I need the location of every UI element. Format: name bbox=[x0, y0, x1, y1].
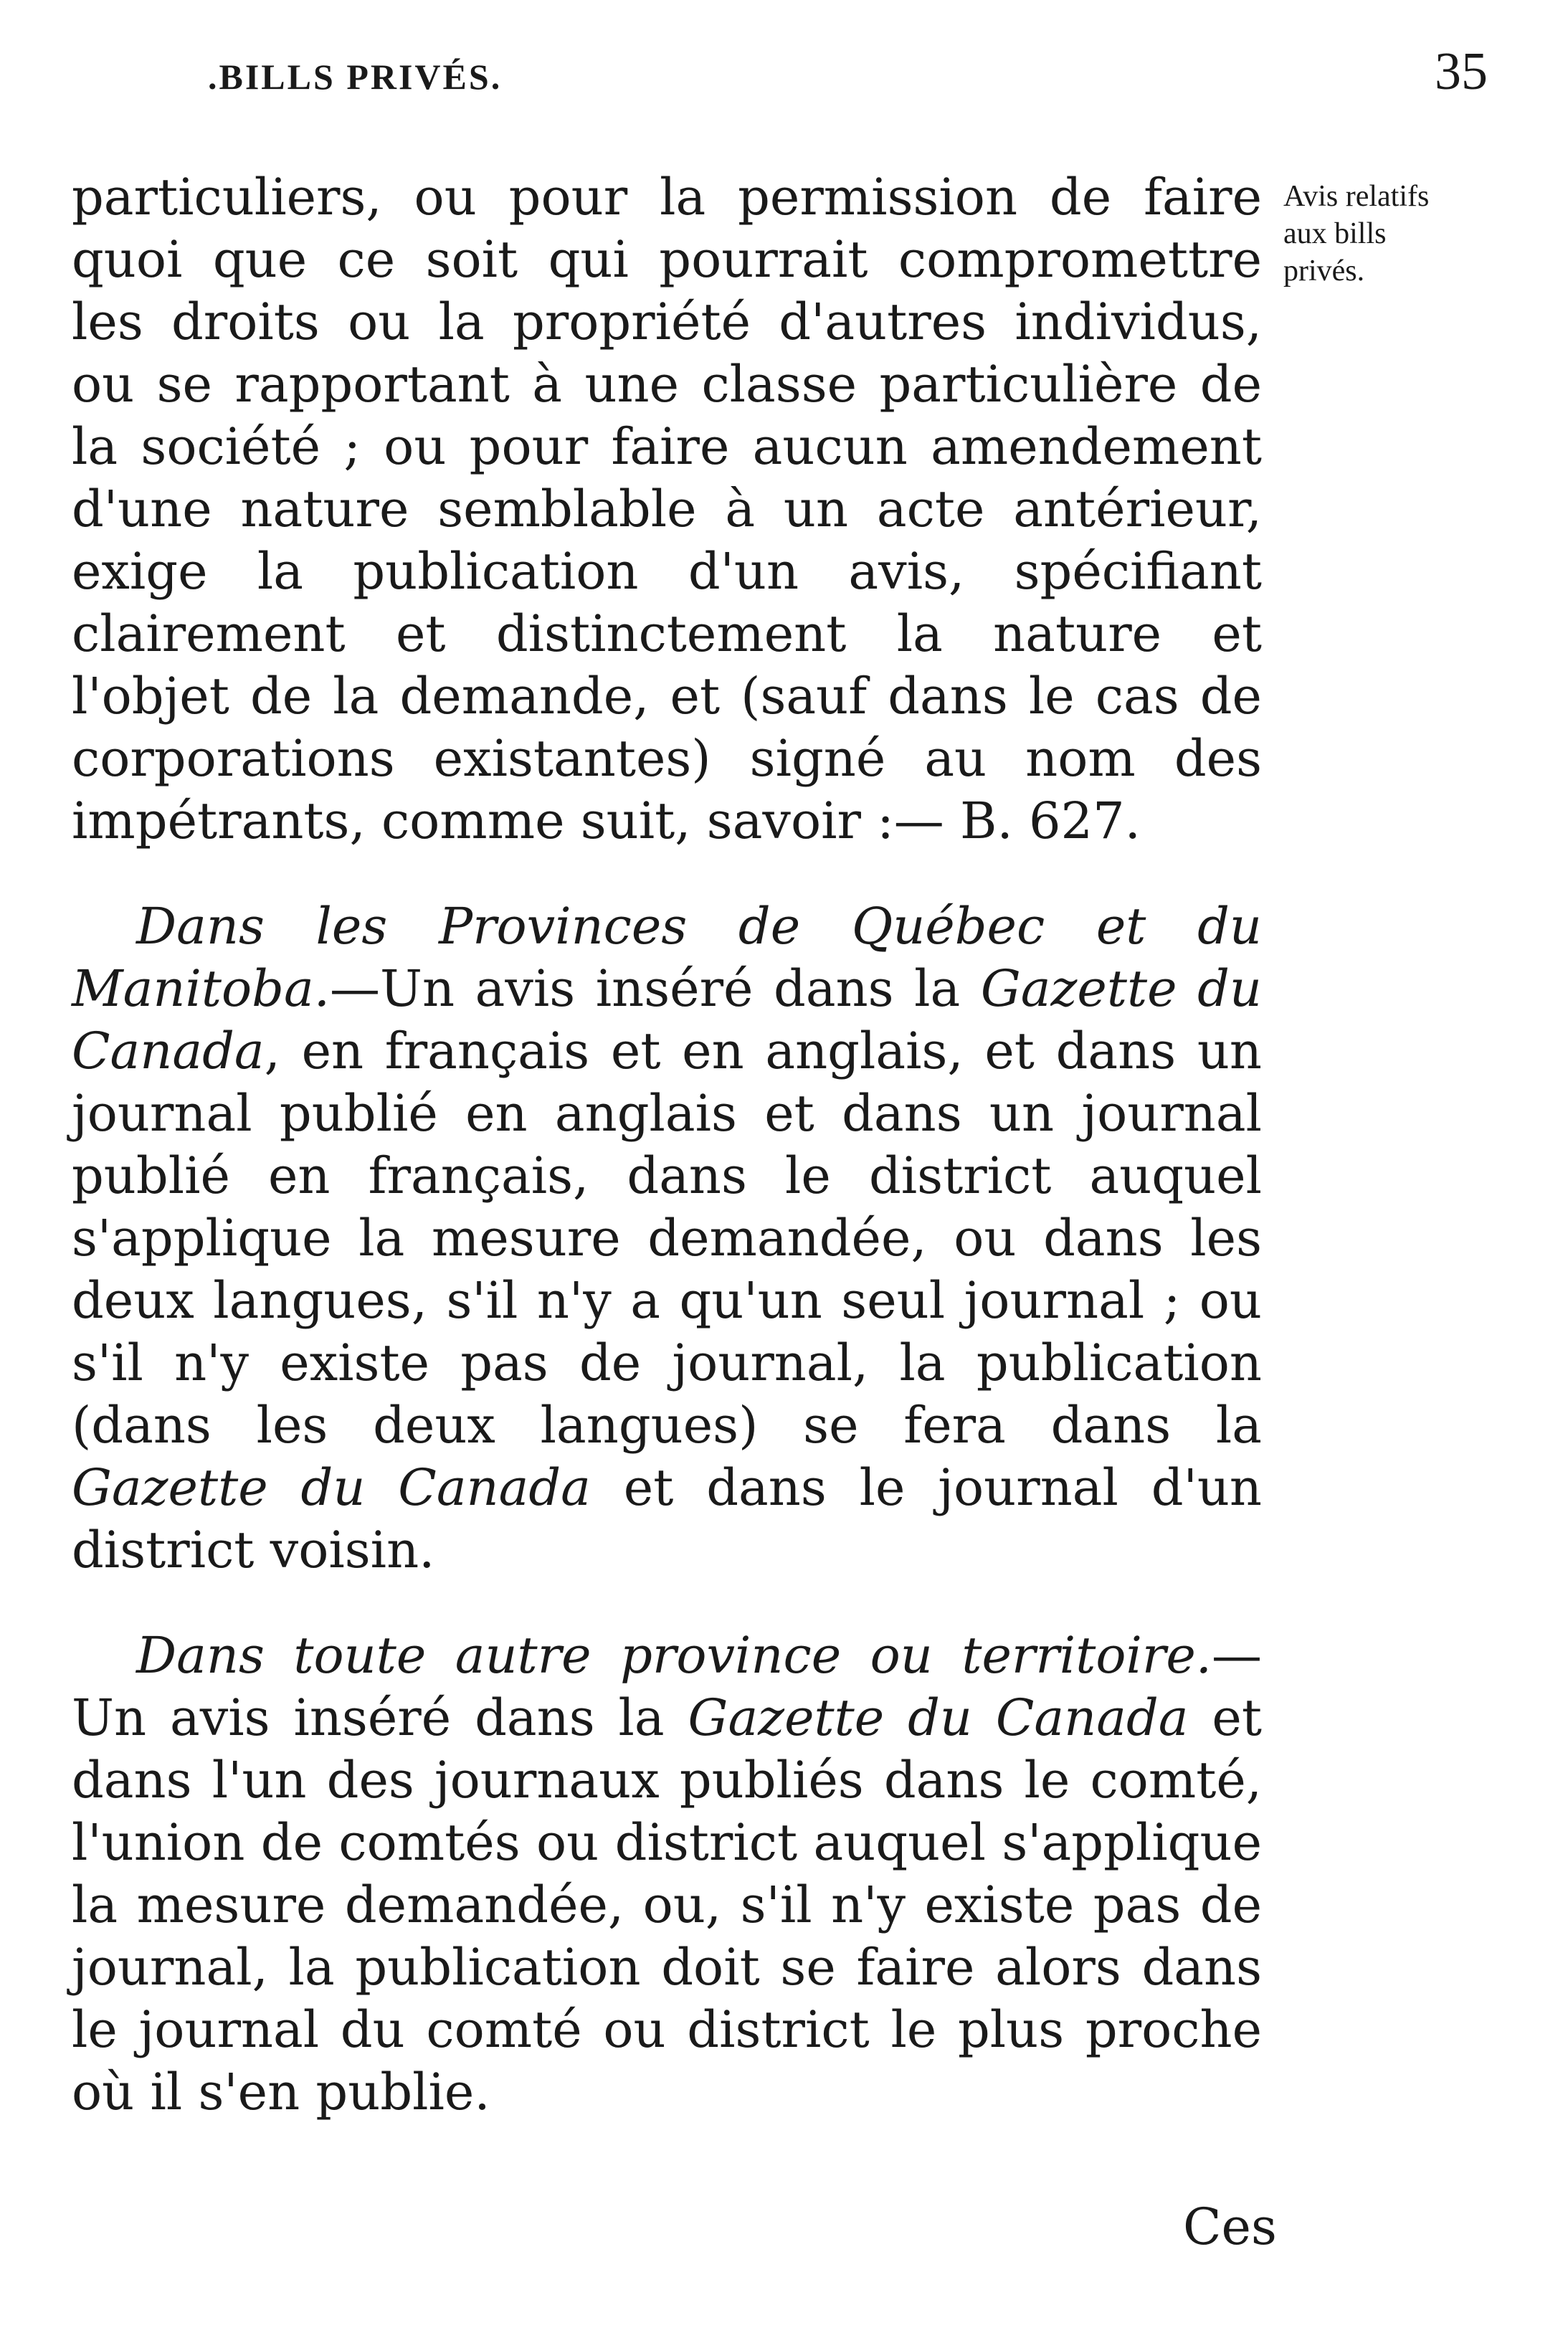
catchword: Ces bbox=[1183, 2197, 1277, 2256]
paragraph-3-text-2: et dans l'un des journaux publiés dans le comté, l'union de comtés ou district auquel s'applique la mesure demandée, ou, s'il n'y existe pas de journal, la publication doit se faire alors dans le journal du comté ou district le plus proche où il s'en publie. bbox=[72, 1688, 1262, 2121]
paragraph-2-heading: Dans les Provinces de Québec et du Manitoba. bbox=[72, 897, 1262, 1018]
running-title: .BILLS PRIVÉS. bbox=[208, 57, 503, 97]
paragraph-3 bbox=[72, 1625, 1262, 2124]
paragraph-2-text-1: —Un avis inséré dans la bbox=[329, 959, 981, 1018]
paragraph-2-text-2: , en français et en anglais, et dans un journal publié en anglais et dans un journal publié en français, dans le district auquel s'applique la mesure demandée, ou dans les deux langues, s'il n'y a qu'un seul journal ; ou s'il n'y existe pas de journal, la publication (dans les deux langues) se fera dans la bbox=[72, 1022, 1262, 1455]
paragraph-2-text-3: et dans le journal d'un district voisin. bbox=[72, 1458, 1262, 1579]
body-text bbox=[72, 166, 1262, 2124]
margin-note: Avis relatifs aux bills privés. bbox=[1283, 180, 1430, 287]
page-number: 35 bbox=[1435, 42, 1488, 101]
paragraph-1-text: particuliers, ou pour la permission de faire quoi que ce soit qui pourrait compromettre les droits ou la propriété d'autres individus, ou se rapportant à une classe particulière de la société ; ou pour faire aucun amendement d'une nature semblable à un acte antérieur, exige la publication d'un avis, spécifiant clairement et distinctement la nature et l'objet de la demande, et (sauf dans le cas de corporations existantes) signé au nom des impétrants, comme suit, savoir :— B. 627. bbox=[72, 168, 1262, 850]
paragraph-1 bbox=[72, 166, 1262, 852]
paragraph-3-text-1: — Un avis inséré dans la bbox=[72, 1626, 1262, 1747]
paragraph-2 bbox=[72, 895, 1262, 1582]
paragraph-3-heading: Dans toute autre province ou territoire. bbox=[136, 1626, 1212, 1685]
paragraph-2-gazette-2: Gazette du Canada bbox=[72, 1458, 591, 1517]
paragraph-2-gazette-1: Gazette du Canada bbox=[72, 959, 1262, 1080]
paragraph-3-gazette: Gazette du Canada bbox=[688, 1688, 1189, 1747]
